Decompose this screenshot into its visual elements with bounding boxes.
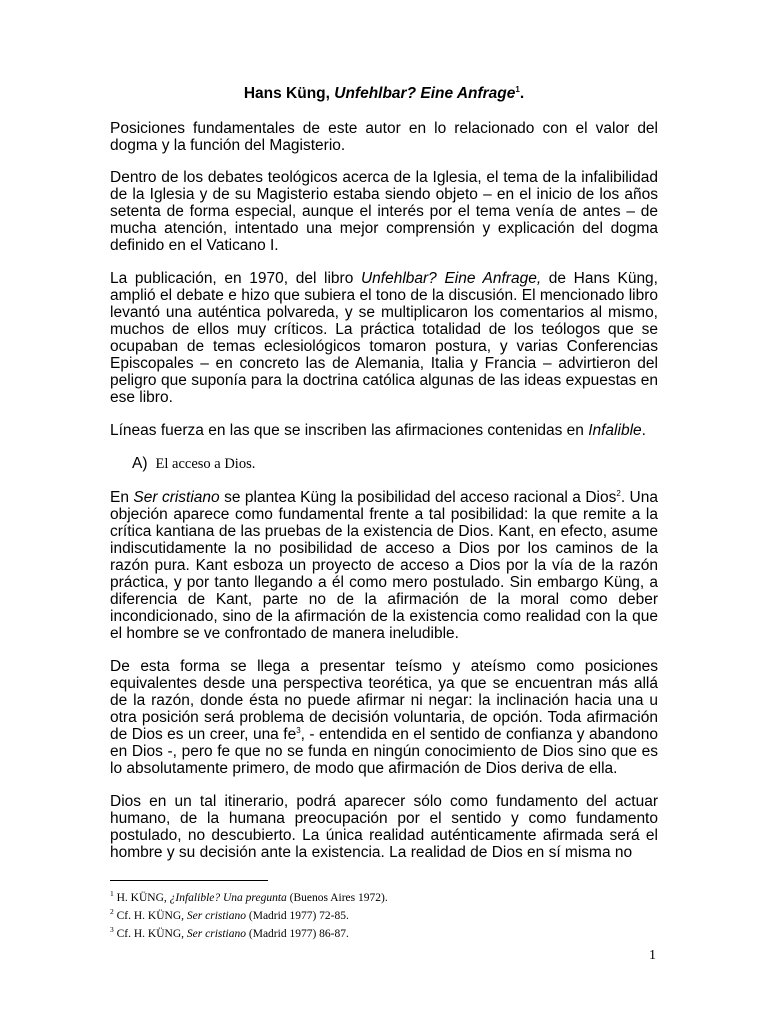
paragraph-7-text: Dios en un tal itinerario, podrá aparecer sólo como fundamento del actuar humano, de la humana preocupación por el sentido y como fundamento postulado, no descubierto. La única realidad auténticamente afirmada será el hombre y su decisión ante la existencia. La realidad de Dios en sí misma no [110,793,658,861]
paragraph-4-text-a: Líneas fuerza en las que se inscriben las afirmaciones contenidas en [110,422,589,439]
paragraph-3-text-a: La publicación, en 1970, del libro [110,270,361,287]
paragraph-5 [110,489,658,642]
paragraph-6-text-b: , - entendida en el sentido de confianza y abandono en Dios -, pero fe que no se funda en ningún conocimiento de Dios sino que es lo absolutamente primero, de modo que afirmación de Dios deriva de ella. [110,726,658,777]
paragraph-5-text-b: se plantea Küng la posibilidad del acceso racional a Dios [219,489,617,506]
paragraph-2-text: Dentro de los debates teológicos acerca de la Iglesia, el tema de la infalibilidad de la Iglesia y de su Magisterio estaba siendo objeto – en el inicio de los años setenta de forma especial, aunque el interés por el tema venía de antes – de mucha atención, intentado una mejor comprensión y explicación del dogma definido en el Vaticano I. [110,169,658,254]
paragraph-6-text-a: De esta forma se llega a presentar teísmo y ateísmo como posiciones equivalentes desde una perspectiva teorética, ya que se encuentran más allá de la razón, donde ésta no puede afirmar ni negar: la inclinación hacia una u otra posición será problema de decisión voluntaria, de opción. Toda afirmación de Dios es un creer, una fe [110,658,658,743]
footnote-1 [110,887,658,905]
title-period: . [519,85,525,103]
paragraph-3-text-b: de Hans Küng, amplió el debate e hizo que subiera el tono de la discusión. El mencionado libro levantó una auténtica polvareda, y se multiplicaron los comentarios al mismo, muchos de ellos muy críticos. La práctica totalidad de los teólogos que se ocupaban de temas eclesiológicos tomaron postura, y varias Conferencias Episcopales – en concreto las de Alemania, Italia y Francia – advirtieron del peligro que suponía para la doctrina católica algunas de las ideas expuestas en ese libro. [110,270,658,406]
title-author: Hans Küng, [243,85,335,103]
section-heading-text: El acceso a Dios. [155,456,256,472]
footnote-3-number: 3 [110,925,114,934]
title-work: Unfehlbar? Eine Anfrage [334,85,516,103]
footnote-2-title: Ser cristiano [186,909,247,922]
paragraph-3-book-title: Unfehlbar? Eine Anfrage, [360,270,542,287]
footnote-1-title: ¿Infalible? Una pregunta [169,891,287,904]
paragraph-3 [110,270,658,406]
paragraph-4 [110,422,658,439]
paragraph-6-footnote-ref: 3 [296,725,301,735]
paragraph-4-book-title: Infalible [588,422,642,439]
footnote-3 [110,923,658,941]
paragraph-1-text: Posiciones fundamentales de este autor en lo relacionado con el valor del dogma y la función del Magisterio. [110,120,658,154]
footnote-1-author: H. KÜNG, [116,891,170,904]
paragraph-4-text-b: . [641,422,646,439]
footnote-separator [110,880,268,881]
footnote-2-author: Cf. H. KÜNG, [116,909,187,922]
footnote-2 [110,905,658,923]
paragraph-2 [110,169,658,254]
paragraph-7 [110,793,658,861]
footnote-2-details: (Madrid 1977) 72-85. [246,909,349,922]
document-title [110,85,658,103]
paragraph-5-text-a: En [110,489,134,506]
footnote-3-details: (Madrid 1977) 86-87. [246,927,349,940]
footnote-3-title: Ser cristiano [186,927,247,940]
paragraph-5-footnote-ref: 2 [616,488,621,498]
paragraph-6 [110,658,658,777]
footnote-2-number: 2 [110,907,114,916]
footnote-1-number: 1 [110,889,114,898]
section-heading [132,455,255,473]
section-heading-letter: A) [132,455,148,472]
footnote-3-author: Cf. H. KÜNG, [116,927,187,940]
footnote-1-details: (Buenos Aires 1972). [286,891,388,904]
page-number: 1 [649,948,656,963]
paragraph-1 [110,120,658,154]
title-footnote-ref: 1 [515,85,520,94]
paragraph-5-text-c: . Una objeción aparece como fundamental frente a tal posibilidad: la que remite a la crítica kantiana de las pruebas de la existencia de Dios. Kant, en efecto, asume indiscutidamente la no posibilidad de acceso a Dios por los caminos de la razón pura. Kant esboza un proyecto de acceso a Dios por la vía de la razón práctica, y por tanto llegando a él como mero postulado. Sin embargo Küng, a diferencia de Kant, parte no de la afirmación de la moral como deber incondicionado, sino de la afirmación de la existencia como realidad con la que el hombre se ve confrontado de manera ineludible. [110,489,658,642]
paragraph-5-book-title: Ser cristiano [133,489,220,506]
